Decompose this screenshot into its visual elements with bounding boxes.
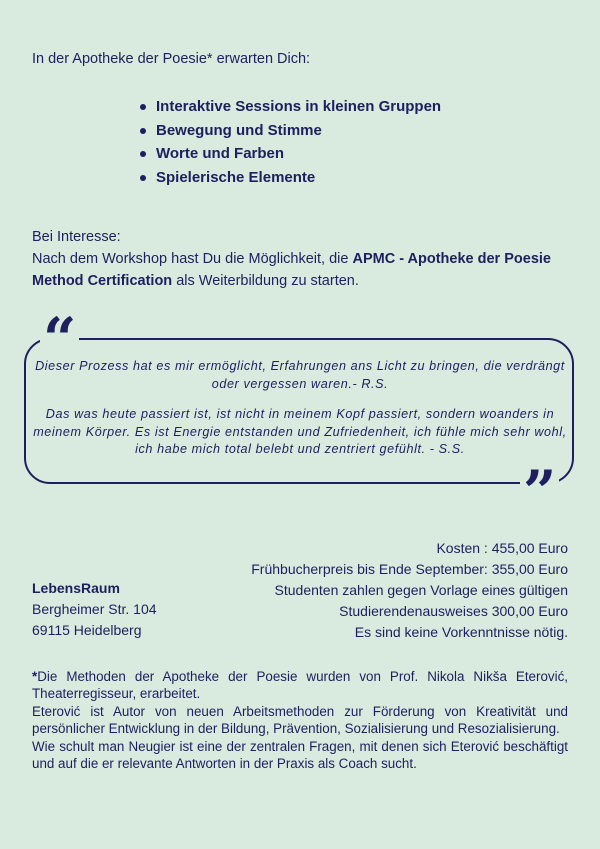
- testimonials: [30, 358, 570, 472]
- venue-street: Bergheimer Str. 104: [32, 601, 157, 617]
- price-line: Es sind keine Vorkenntnisse nötig.: [354, 624, 568, 640]
- list-item: Bewegung und Stimme: [138, 119, 441, 143]
- pricing-info: [251, 538, 568, 643]
- interest-section: [32, 226, 572, 292]
- price-line: Studenten zahlen gegen Vorlage eines gültigen: [274, 582, 568, 598]
- footnote-p1-text: Die Methoden der Apotheke der Poesie wurden von Prof. Nikola Nikša Eterović, Theaterregisseur, erarbeitet.: [32, 669, 568, 702]
- offer-list: [138, 95, 441, 189]
- testimonial-2: Das was heute passiert ist, ist nicht in meinem Kopf passiert, sondern woanders in meinem Körper. Es ist Energie entstanden und Zufriedenheit, ich fühle mich sehr wohl, ich habe mich total belebt und zentriert gefühlt. - S.S.: [33, 407, 567, 456]
- list-item: Interaktive Sessions in kleinen Gruppen: [138, 95, 441, 119]
- venue-name: LebensRaum: [32, 580, 120, 596]
- open-quote-icon: “: [40, 310, 79, 368]
- price-line: Kosten : 455,00 Euro: [436, 540, 568, 556]
- footnote: [32, 668, 568, 772]
- venue-city: 69115 Heidelberg: [32, 622, 142, 638]
- certification-name: APMC - Apotheke der Poesie Method Certification: [32, 251, 551, 289]
- price-line: Studierendenausweises 300,00 Euro: [339, 603, 568, 619]
- footnote-p2: Eterović ist Autor von neuen Arbeitsmethoden zur Förderung von Kreativität und persönlicher Entwicklung in der Bildung, Prävention, Sozialisierung und Resozialisierung.: [32, 703, 568, 737]
- footnote-star: *: [32, 669, 38, 684]
- interest-text-post: als Weiterbildung zu starten.: [172, 273, 359, 289]
- footnote-p1: [32, 668, 568, 703]
- interest-text-pre: Nach dem Workshop hast Du die Möglichkeit, die: [32, 251, 353, 267]
- close-quote-icon: ”: [520, 463, 559, 521]
- interest-heading: Bei Interesse:: [32, 229, 121, 245]
- intro-text: In der Apotheke der Poesie* erwarten Dich:: [32, 51, 311, 67]
- list-item: Worte und Farben: [138, 142, 441, 166]
- testimonial-1: Dieser Prozess hat es mir ermöglicht, Erfahrungen ans Licht zu bringen, die verdrängt oder vergessen waren.- R.S.: [35, 359, 565, 391]
- list-item: Spielerische Elemente: [138, 166, 441, 190]
- price-line: Frühbucherpreis bis Ende September: 355,00 Euro: [251, 561, 568, 577]
- footnote-p3: Wie schult man Neugier ist eine der zentralen Fragen, mit denen sich Eterović beschäftigt und auf die er relevante Antworten in der Praxis als Coach sucht.: [32, 738, 568, 772]
- interest-text: [32, 248, 572, 292]
- venue-address: [32, 578, 157, 641]
